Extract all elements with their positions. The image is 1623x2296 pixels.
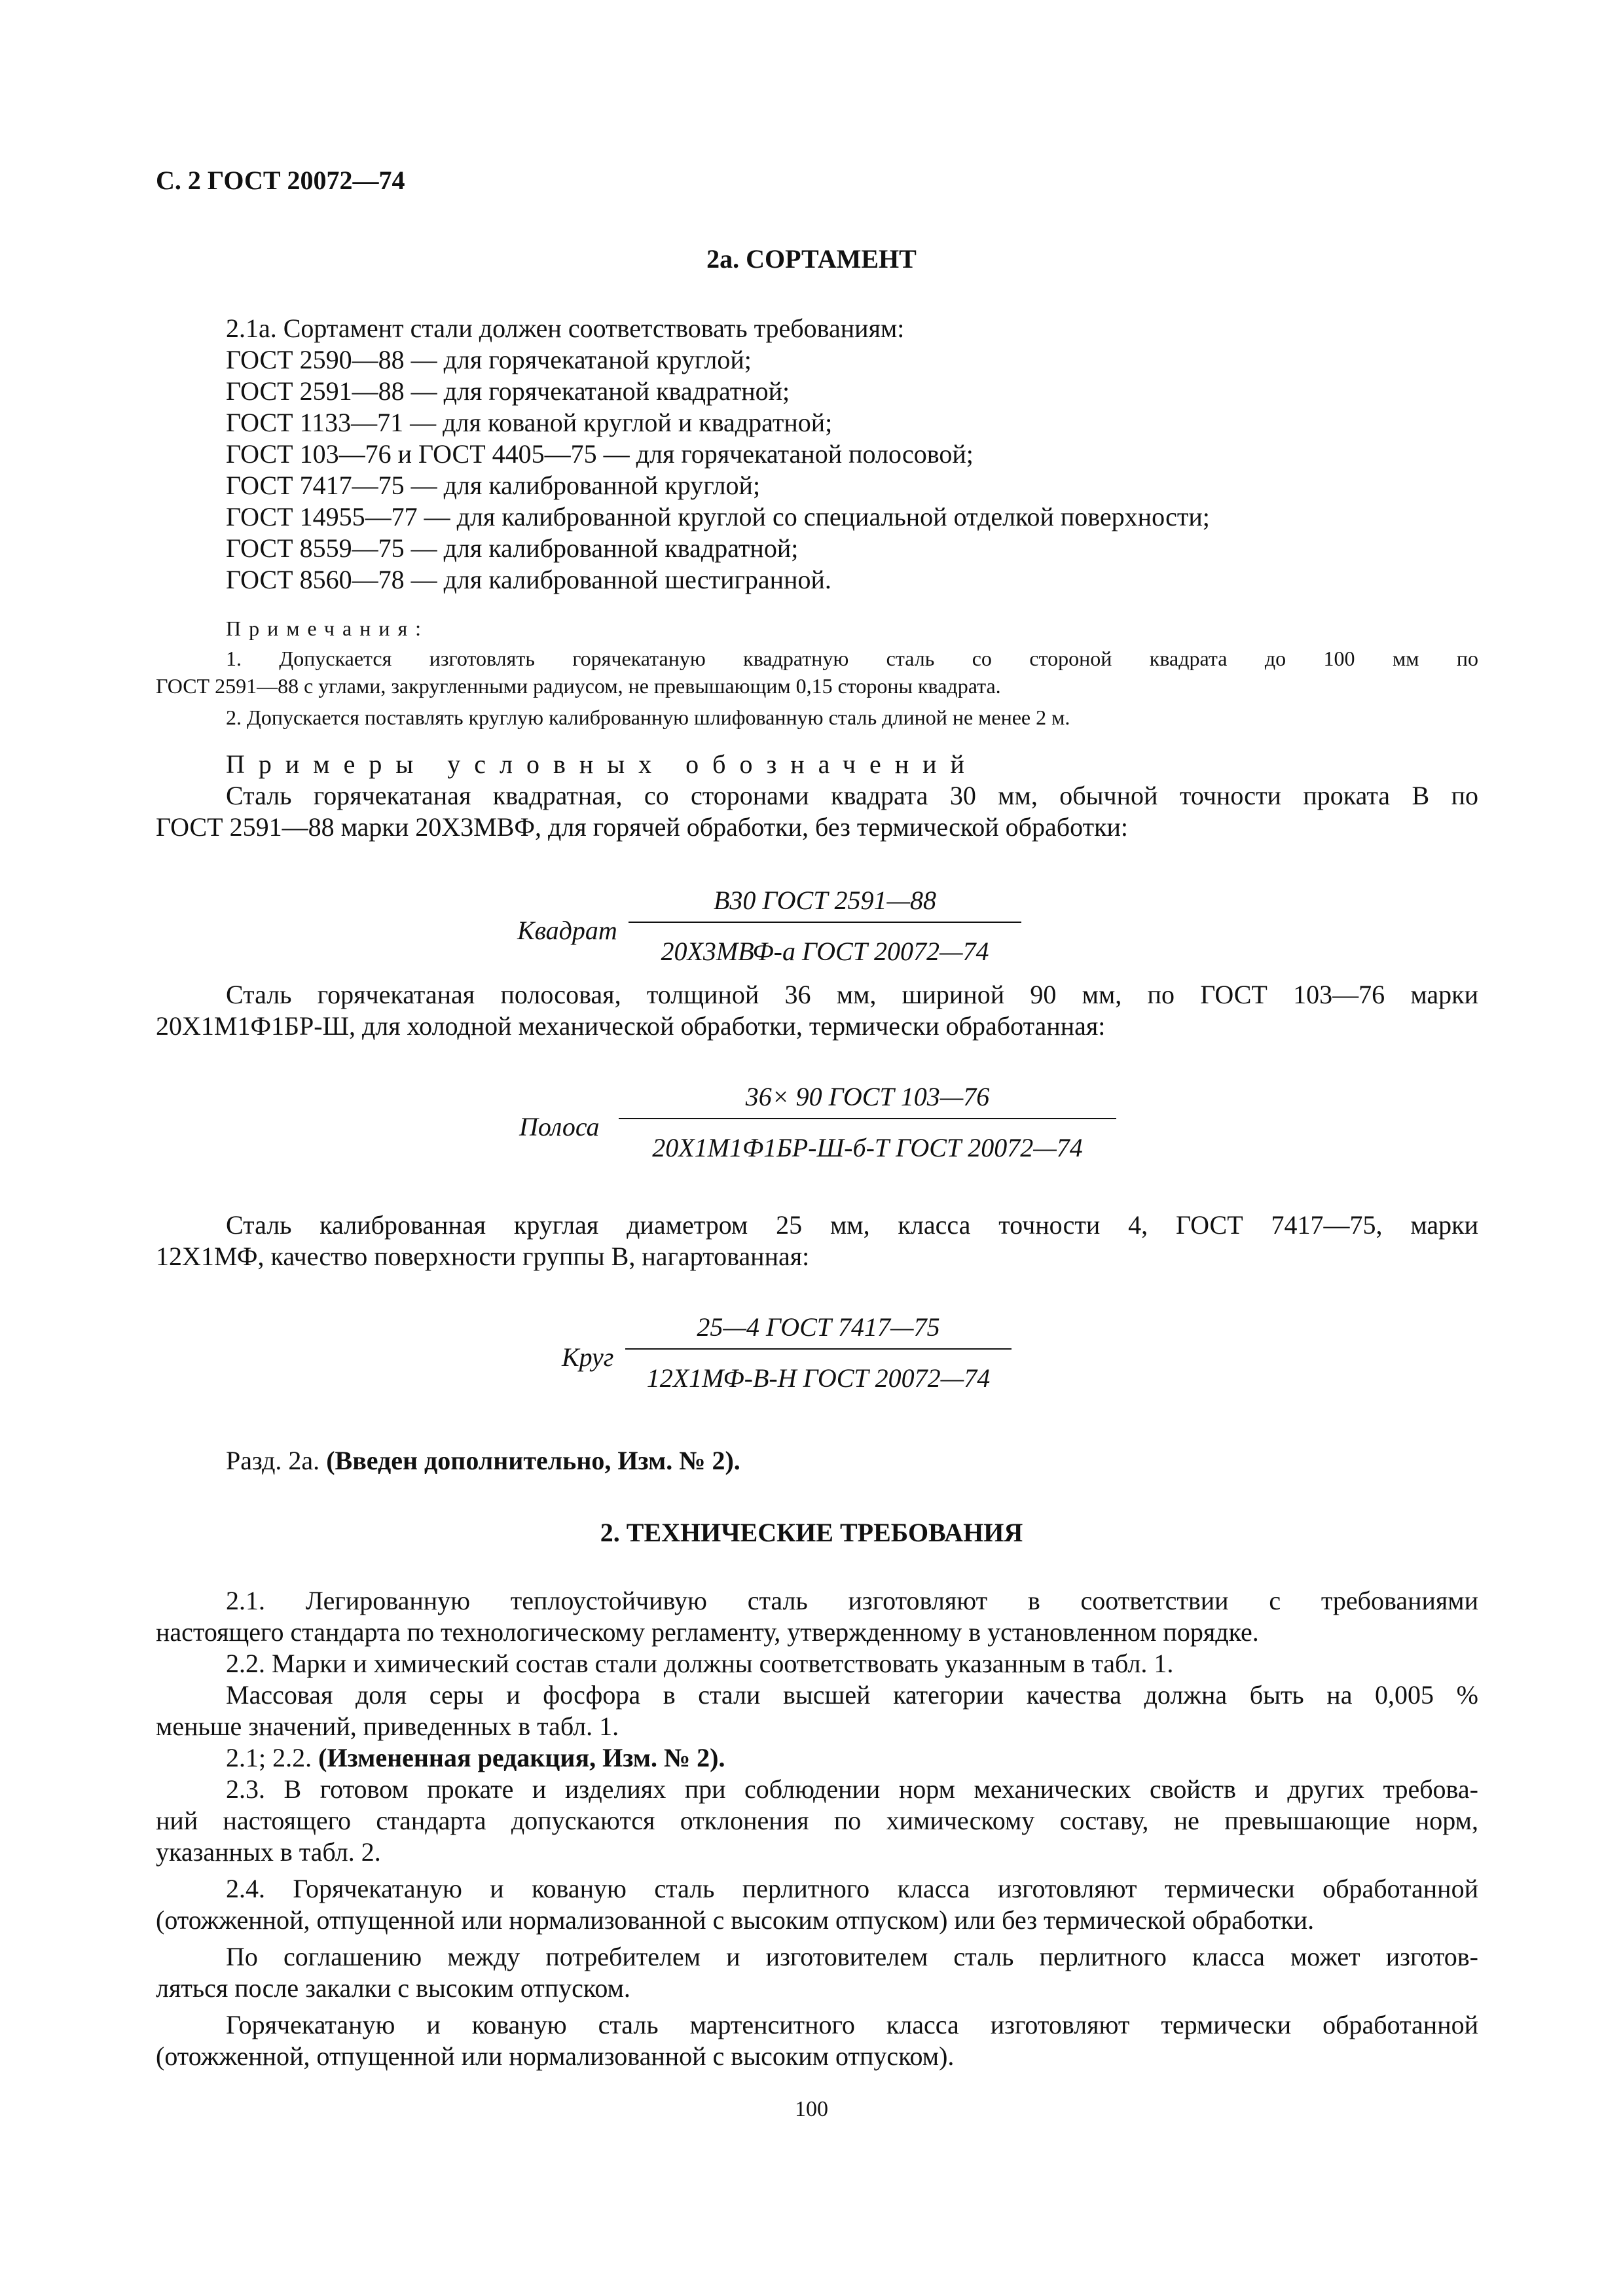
assortment-list-item: ГОСТ 103—76 и ГОСТ 4405—75 — для горячекатаной полосовой; [226,439,974,469]
formula-2-numerator: 36× 90 ГОСТ 103—76 [745,1082,990,1111]
assortment-list-item: ГОСТ 8559—75 — для калиброванной квадратной; [226,533,799,563]
formula-3-fraction-bar [625,1348,1012,1350]
section-2-title: 2. ТЕХНИЧЕСКИЕ ТРЕБОВАНИЯ [600,1518,1023,1547]
examples-title: Примеры условных обозначений [226,749,978,779]
section-2-amendment: 2.1; 2.2. (Измененная редакция, Изм. № 2). [226,1743,725,1772]
formula-2-denominator: 20Х1М1Ф1БР-Ш-б-Т ГОСТ 20072—74 [652,1133,1083,1162]
paragraph-2-2-sulfur: Массовая доля серы и фосфора в стали высшей категории качества должна быть на 0,005 % [226,1680,1478,1710]
paragraph-2-4-agreement: По соглашению между потребителем и изготовителем сталь перлитного класса может изготов- [226,1942,1478,1971]
paragraph-2-4-agreement-continued: ляться после закалки с высоким отпуском. [156,1973,630,2003]
formula-1-fraction-bar [629,922,1021,923]
formula-1-denominator: 20Х3МВФ-а ГОСТ 20072—74 [661,937,989,966]
example-1-text-continued: ГОСТ 2591—88 марки 20Х3МВФ, для горячей обработки, без термической обработки: [156,812,1129,842]
note-1: 1. Допускается изготовлять горячекатаную квадратную сталь со стороной квадрата до 100 мм по [226,647,1478,670]
paragraph-2-2-sulfur-continued: меньше значений, приведенных в табл. 1. [156,1712,619,1741]
example-3-text: Сталь калиброванная круглая диаметром 25 мм, класса точности 4, ГОСТ 7417—75, марки [226,1210,1478,1240]
paragraph-2-4-martensite-continued: (отожженной, отпущенной или нормализованной с высоким отпуском). [156,2041,955,2071]
section-2a-amendment: Разд. 2а. (Введен дополнительно, Изм. № 2). [226,1446,740,1475]
paragraph-2-4-martensite: Горячекатаную и кованую сталь мартенситного класса изготовляют термически обработанной [226,2010,1478,2039]
formula-3-numerator: 25—4 ГОСТ 7417—75 [697,1312,940,1342]
assortment-list-item: ГОСТ 14955—77 — для калиброванной круглой со специальной отделкой поверхности; [226,502,1210,531]
paragraph-2-1-continued: настоящего стандарта по технологическому регламенту, утвержденному в установленном порядке. [156,1617,1259,1647]
paragraph-2-1: 2.1. Легированную теплоустойчивую сталь изготовляют в соответствии с требованиями [226,1586,1478,1615]
formula-2-label: Полоса [519,1112,600,1141]
assortment-list-item: ГОСТ 1133—71 — для кованой круглой и квадратной; [226,408,833,437]
formula-3-denominator: 12Х1МФ-В-Н ГОСТ 20072—74 [646,1363,991,1393]
note-2: 2. Допускается поставлять круглую калиброванную шлифованную сталь длиной не менее 2 м. [226,706,1070,729]
formula-1-label: Квадрат [517,916,617,945]
paragraph-2-3-end: указанных в табл. 2. [156,1837,381,1867]
paragraph-2-3-continued: ний настоящего стандарта допускаются отклонения по химическому составу, не превышающие норм, [156,1806,1478,1835]
paragraph-2-4: 2.4. Горячекатаную и кованую сталь перлитного класса изготовляют термически обработанной [226,1874,1478,1903]
assortment-list-item: ГОСТ 2590—88 — для горячекатаной круглой; [226,345,752,374]
example-2-text: Сталь горячекатаная полосовая, толщиной 36 мм, шириной 90 мм, по ГОСТ 103—76 марки [226,980,1478,1009]
formula-3-label: Круг [562,1342,614,1372]
note-1-continued: ГОСТ 2591—88 с углами, закругленными радиусом, не превышающим 0,15 стороны квадрата. [156,674,1001,698]
assortment-list-item: ГОСТ 2591—88 — для горячекатаной квадратной; [226,376,790,406]
section-2a-title: 2а. СОРТАМЕНТ [706,244,917,274]
example-1-text: Сталь горячекатаная квадратная, со сторонами квадрата 30 мм, обычной точности проката В по [226,781,1478,810]
page-header: С. 2 ГОСТ 20072—74 [156,166,405,195]
notes-title: Примечания: [226,617,429,640]
formula-2-fraction-bar [619,1118,1116,1119]
example-3-text-continued: 12Х1МФ, качество поверхности группы В, нагартованная: [156,1242,810,1271]
formula-1-numerator: В30 ГОСТ 2591—88 [713,886,937,915]
paragraph-2-3: 2.3. В готовом прокате и изделиях при соблюдении норм механических свойств и других требова- [226,1774,1478,1804]
assortment-intro: 2.1а. Сортамент стали должен соответствовать требованиям: [226,314,905,343]
assortment-list-item: ГОСТ 7417—75 — для калиброванной круглой; [226,471,761,500]
paragraph-2-2: 2.2. Марки и химический состав стали должны соответствовать указанным в табл. 1. [226,1649,1174,1678]
assortment-list-item: ГОСТ 8560—78 — для калиброванной шестигранной. [226,565,831,594]
page-number: 100 [795,2097,828,2121]
example-2-text-continued: 20Х1М1Ф1БР-Ш, для холодной механической обработки, термически обработанная: [156,1011,1106,1041]
paragraph-2-4-continued: (отожженной, отпущенной или нормализованной с высоким отпуском) или без термической обработки. [156,1905,1315,1935]
